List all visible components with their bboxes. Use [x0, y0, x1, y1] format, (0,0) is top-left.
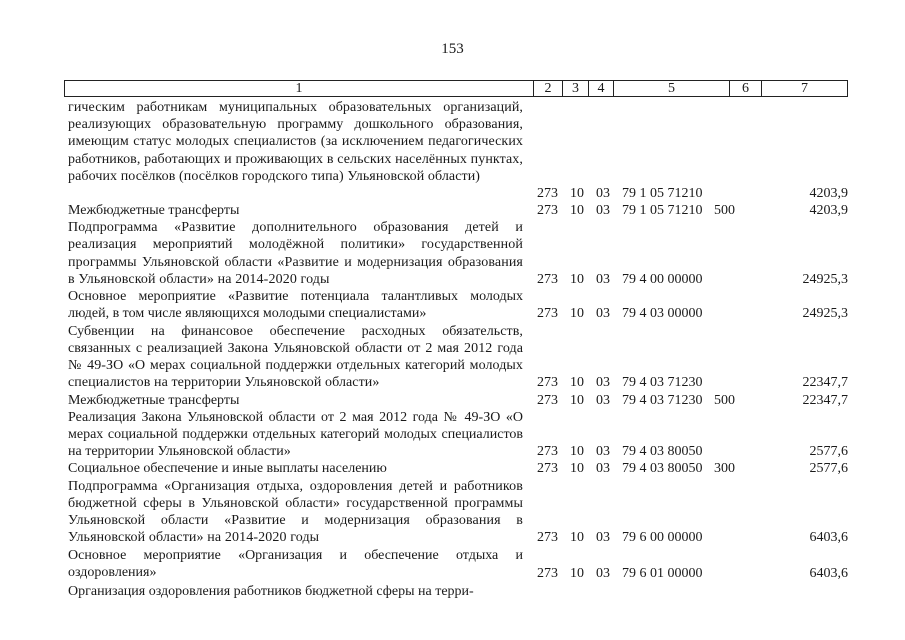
- row-codes: [68, 185, 848, 202]
- amount: 2577,6: [809, 444, 848, 460]
- row-description: Реализация Закона Ульяновской области от 2 мая 2012 года № 49-ЗО «О мерах социальной поддержки отдельных категорий молодых специалистов на территории Ульяновской области»: [68, 409, 523, 460]
- ministry-code: 273: [537, 306, 558, 322]
- subsection-code: 03: [596, 444, 610, 460]
- section-code: 10: [570, 203, 584, 218]
- header-col-3: 3: [562, 81, 588, 96]
- page-number: 153: [441, 41, 464, 57]
- header-col-5: 5: [613, 81, 729, 96]
- ministry-code: 273: [537, 444, 558, 460]
- subsection-code: 03: [596, 461, 610, 477]
- row-description: Субвенции на финансовое обеспечение расходных обязательств, связанных с реализацией Закона Ульяновской области от 2 мая 2012 года № 49-ЗО «О мерах социальной поддержки отдельных категорий молодых специалистов на территории Ульяновской области»: [68, 323, 523, 391]
- target-code: 79 4 03 80050: [622, 444, 703, 460]
- row-description: Межбюджетные трансферты: [68, 392, 240, 408]
- row-description: Межбюджетные трансферты: [68, 203, 240, 218]
- table-row: [68, 583, 848, 600]
- expense-type-code: 500: [714, 392, 735, 408]
- section-code: 10: [570, 461, 584, 477]
- table-body: [68, 99, 848, 600]
- table-row: [68, 288, 848, 322]
- section-code: 10: [570, 185, 584, 201]
- amount: 24925,3: [802, 272, 848, 287]
- ministry-code: 273: [537, 461, 558, 477]
- row-description: Социальное обеспечение и иные выплаты населению: [68, 461, 387, 477]
- amount: 4203,9: [809, 185, 848, 201]
- section-code: 10: [570, 306, 584, 322]
- row-description: Основное мероприятие «Организация и обеспечение отдыха и оздоровления»: [68, 547, 523, 580]
- header-col-2: 2: [533, 81, 562, 96]
- amount: 6403,6: [809, 566, 848, 582]
- row-description: гическим работникам муниципальных образовательных организаций, реализующих образовательную программу дошкольного образования, имеющим статус молодых специалистов (за исключением педагогических работников, работающих и проживающих в сельских населённых пунктах, рабочих посёлков (посёлков городского типа) Ульяновской области): [68, 100, 523, 184]
- table-row: [68, 219, 848, 288]
- subsection-code: 03: [596, 306, 610, 322]
- amount: 24925,3: [802, 306, 848, 322]
- row-description: Подпрограмма «Развитие дополнительного образования детей и реализация мероприятий молодёжной политики» государственной программы Ульяновской области «Развитие и модернизация образования в Ульяновской области» на 2014-2020 годы: [68, 220, 523, 287]
- row-codes: [68, 271, 848, 288]
- target-code: 79 1 05 71210: [622, 203, 703, 218]
- subsection-code: 03: [596, 272, 610, 287]
- row-codes: [68, 374, 848, 391]
- target-code: 79 6 01 00000: [622, 566, 703, 582]
- subsection-code: 03: [596, 185, 610, 201]
- section-code: 10: [570, 272, 584, 287]
- amount: 22347,7: [802, 375, 848, 391]
- target-code: 79 4 03 00000: [622, 306, 703, 322]
- subsection-code: 03: [596, 530, 610, 546]
- target-code: 79 1 05 71210: [622, 185, 703, 201]
- table-row: [68, 409, 848, 461]
- ministry-code: 273: [537, 375, 558, 391]
- expense-type-code: 500: [714, 203, 735, 218]
- ministry-code: 273: [537, 185, 558, 201]
- amount: 22347,7: [802, 392, 848, 408]
- row-codes: [68, 392, 848, 409]
- header-col-6: 6: [729, 81, 761, 96]
- row-codes: [68, 443, 848, 460]
- row-description: Основное мероприятие «Развитие потенциала талантливых молодых людей, в том числе являющихся молодыми специалистами»: [68, 289, 523, 322]
- row-codes: [68, 202, 848, 219]
- subsection-code: 03: [596, 203, 610, 218]
- row-description: Организация оздоровления работников бюджетной сферы на терри-: [68, 583, 474, 599]
- row-codes: [68, 460, 848, 477]
- subsection-code: 03: [596, 392, 610, 408]
- header-col-1: 1: [295, 81, 303, 96]
- table-row: [68, 547, 848, 583]
- table-header: [64, 80, 848, 97]
- table-row: [68, 460, 848, 477]
- section-code: 10: [570, 530, 584, 546]
- table-row: [68, 202, 848, 219]
- section-code: 10: [570, 392, 584, 408]
- row-codes: [68, 565, 848, 582]
- subsection-code: 03: [596, 375, 610, 391]
- target-code: 79 4 03 80050: [622, 461, 703, 477]
- ministry-code: 273: [537, 392, 558, 408]
- subsection-code: 03: [596, 566, 610, 582]
- header-col-7: 7: [761, 81, 847, 96]
- target-code: 79 4 03 71230: [622, 392, 703, 408]
- row-codes: [68, 305, 848, 322]
- section-code: 10: [570, 444, 584, 460]
- target-code: 79 4 03 71230: [622, 375, 703, 391]
- row-codes: [68, 529, 848, 546]
- table-row: [68, 478, 848, 547]
- section-code: 10: [570, 375, 584, 391]
- ministry-code: 273: [537, 566, 558, 582]
- amount: 2577,6: [809, 461, 848, 477]
- table-row: [68, 323, 848, 392]
- ministry-code: 273: [537, 203, 558, 218]
- section-code: 10: [570, 566, 584, 582]
- target-code: 79 6 00 00000: [622, 530, 703, 546]
- ministry-code: 273: [537, 530, 558, 546]
- ministry-code: 273: [537, 272, 558, 287]
- table-row: [68, 392, 848, 409]
- amount: 6403,6: [809, 530, 848, 546]
- row-description: Подпрограмма «Организация отдыха, оздоровления детей и работников бюджетной сферы в Ульяновской области» государственной программы Ульяновской области «Развитие и модернизация образования в Ульяновской области» на 2014-2020 годы: [68, 478, 523, 546]
- table-row: [68, 99, 848, 202]
- header-col-4: 4: [588, 81, 613, 96]
- amount: 4203,9: [809, 203, 848, 218]
- target-code: 79 4 00 00000: [622, 272, 703, 287]
- expense-type-code: 300: [714, 461, 735, 477]
